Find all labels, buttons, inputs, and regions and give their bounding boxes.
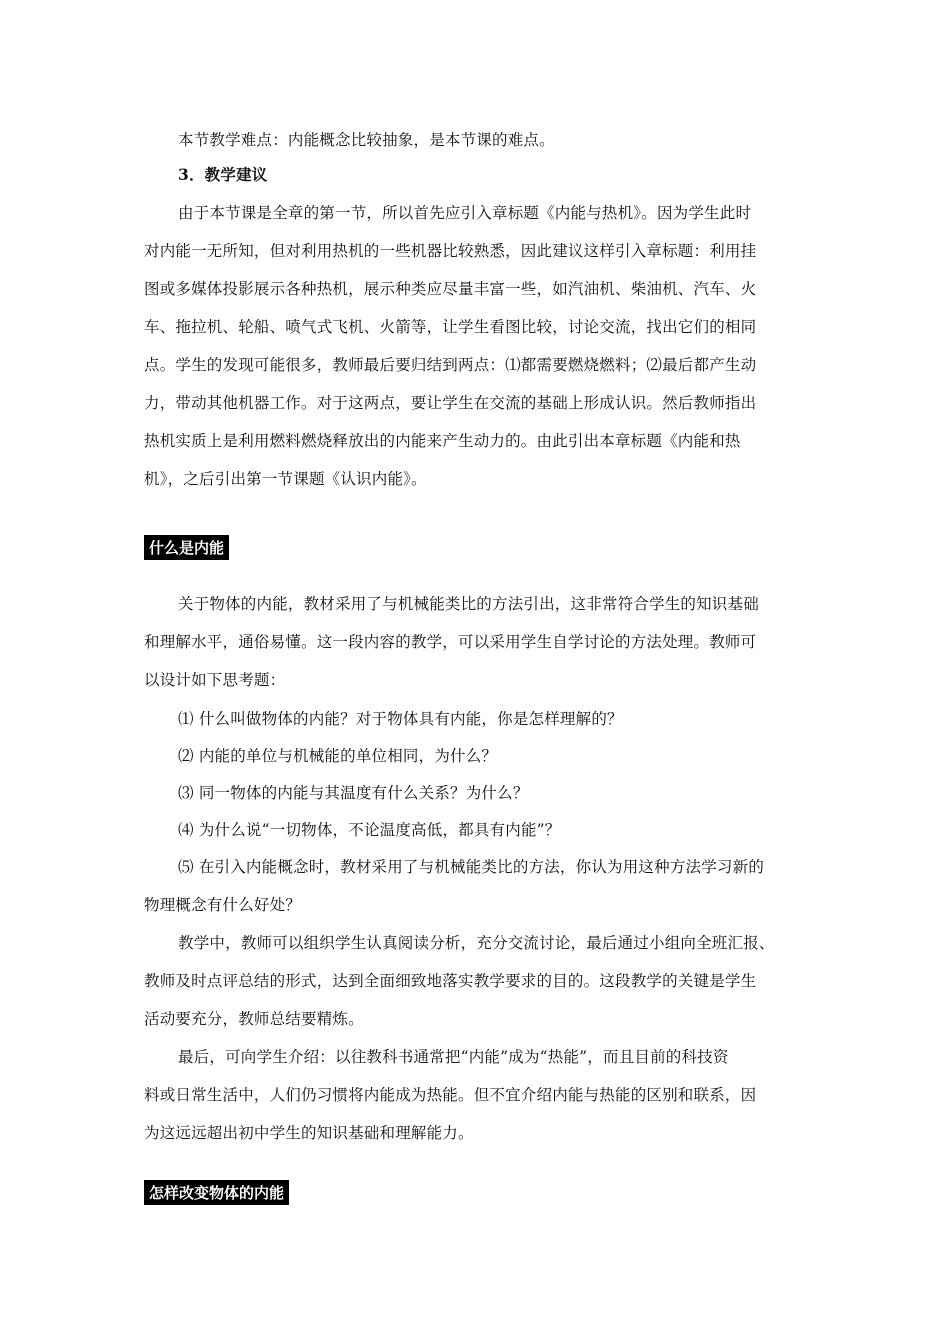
list-item: ⑶ 同一物体的内能与其温度有什么关系？为什么？ [178, 784, 529, 802]
paragraph-line: 关于物体的内能，教材采用了与机械能类比的方法引出，这非常符合学生的知识基础 [178, 595, 759, 613]
list-item: ⑵ 内能的单位与机械能的单位相同，为什么？ [178, 747, 498, 765]
paragraph-line: 活动要充分，教师总结要精炼。 [144, 1010, 364, 1028]
paragraph-line: 最后，可向学生介绍：以往教科书通常把“内能”成为“热能”，而且目前的科技资 [178, 1048, 729, 1066]
list-item-continuation: 物理概念有什么好处？ [144, 896, 302, 914]
difficulty-text: 本节教学难点：内能概念比较抽象，是本节课的难点。 [178, 131, 555, 149]
paragraph-line: 以设计如下思考题： [144, 671, 286, 689]
paragraph-line: 机》，之后引出第一节课题《认识内能》。 [144, 470, 427, 488]
paragraph-line: 和理解水平，通俗易懂。这一段内容的教学，可以采用学生自学讨论的方法处理。教师可 [144, 633, 757, 651]
list-item: ⑴ 什么叫做物体的内能？对于物体具有内能，你是怎样理解的？ [178, 710, 623, 728]
list-item: ⑷ 为什么说“一切物体，不论温度高低，都具有内能”？ [178, 821, 561, 839]
paragraph-line: 为这远远超出初中学生的知识基础和理解能力。 [144, 1124, 474, 1142]
paragraph-line: 料或日常生活中，人们仍习惯将内能成为热能。但不宜介绍内能与热能的区别和联系，因 [144, 1086, 757, 1104]
paragraph-line: 教师及时点评总结的形式，达到全面细致地落实教学要求的目的。这段教学的关键是学生 [144, 972, 757, 990]
paragraph-line: 图或多媒体投影展示各种热机，展示种类应尽量丰富一些，如汽油机、柴油机、汽车、火 [144, 280, 757, 298]
paragraph-line: 由于本节课是全章的第一节，所以首先应引入章标题《内能与热机》。因为学生此时 [178, 204, 752, 222]
paragraph-line: 力，带动其他机器工作。对于这两点，要让学生在交流的基础上形成认识。然后教师指出 [144, 394, 757, 412]
paragraph-line: 点。学生的发现可能很多，教师最后要归结到两点：⑴都需要燃烧燃料；⑵最后都产生动 [144, 356, 757, 374]
section-badge-what-is-internal-energy: 什么是内能 [144, 535, 229, 560]
section-heading-teaching-suggestions: 3．教学建议 [178, 165, 268, 184]
paragraph-line: 热机实质上是利用燃料燃烧释放出的内能来产生动力的。由此引出本章标题《内能和热 [144, 432, 741, 450]
paragraph-line: 车、拖拉机、轮船、喷气式飞机、火箭等，让学生看图比较，讨论交流，找出它们的相同 [144, 318, 757, 336]
paragraph-line: 教学中，教师可以组织学生认真阅读分析，充分交流讨论，最后通过小组向全班汇报、 [178, 934, 775, 952]
list-item: ⑸ 在引入内能概念时，教材采用了与机械能类比的方法，你认为用这种方法学习新的 [178, 858, 765, 876]
section-badge-how-to-change-internal-energy: 怎样改变物体的内能 [144, 1180, 289, 1205]
paragraph-line: 对内能一无所知，但对利用热机的一些机器比较熟悉，因此建议这样引入章标题：利用挂 [144, 242, 757, 260]
